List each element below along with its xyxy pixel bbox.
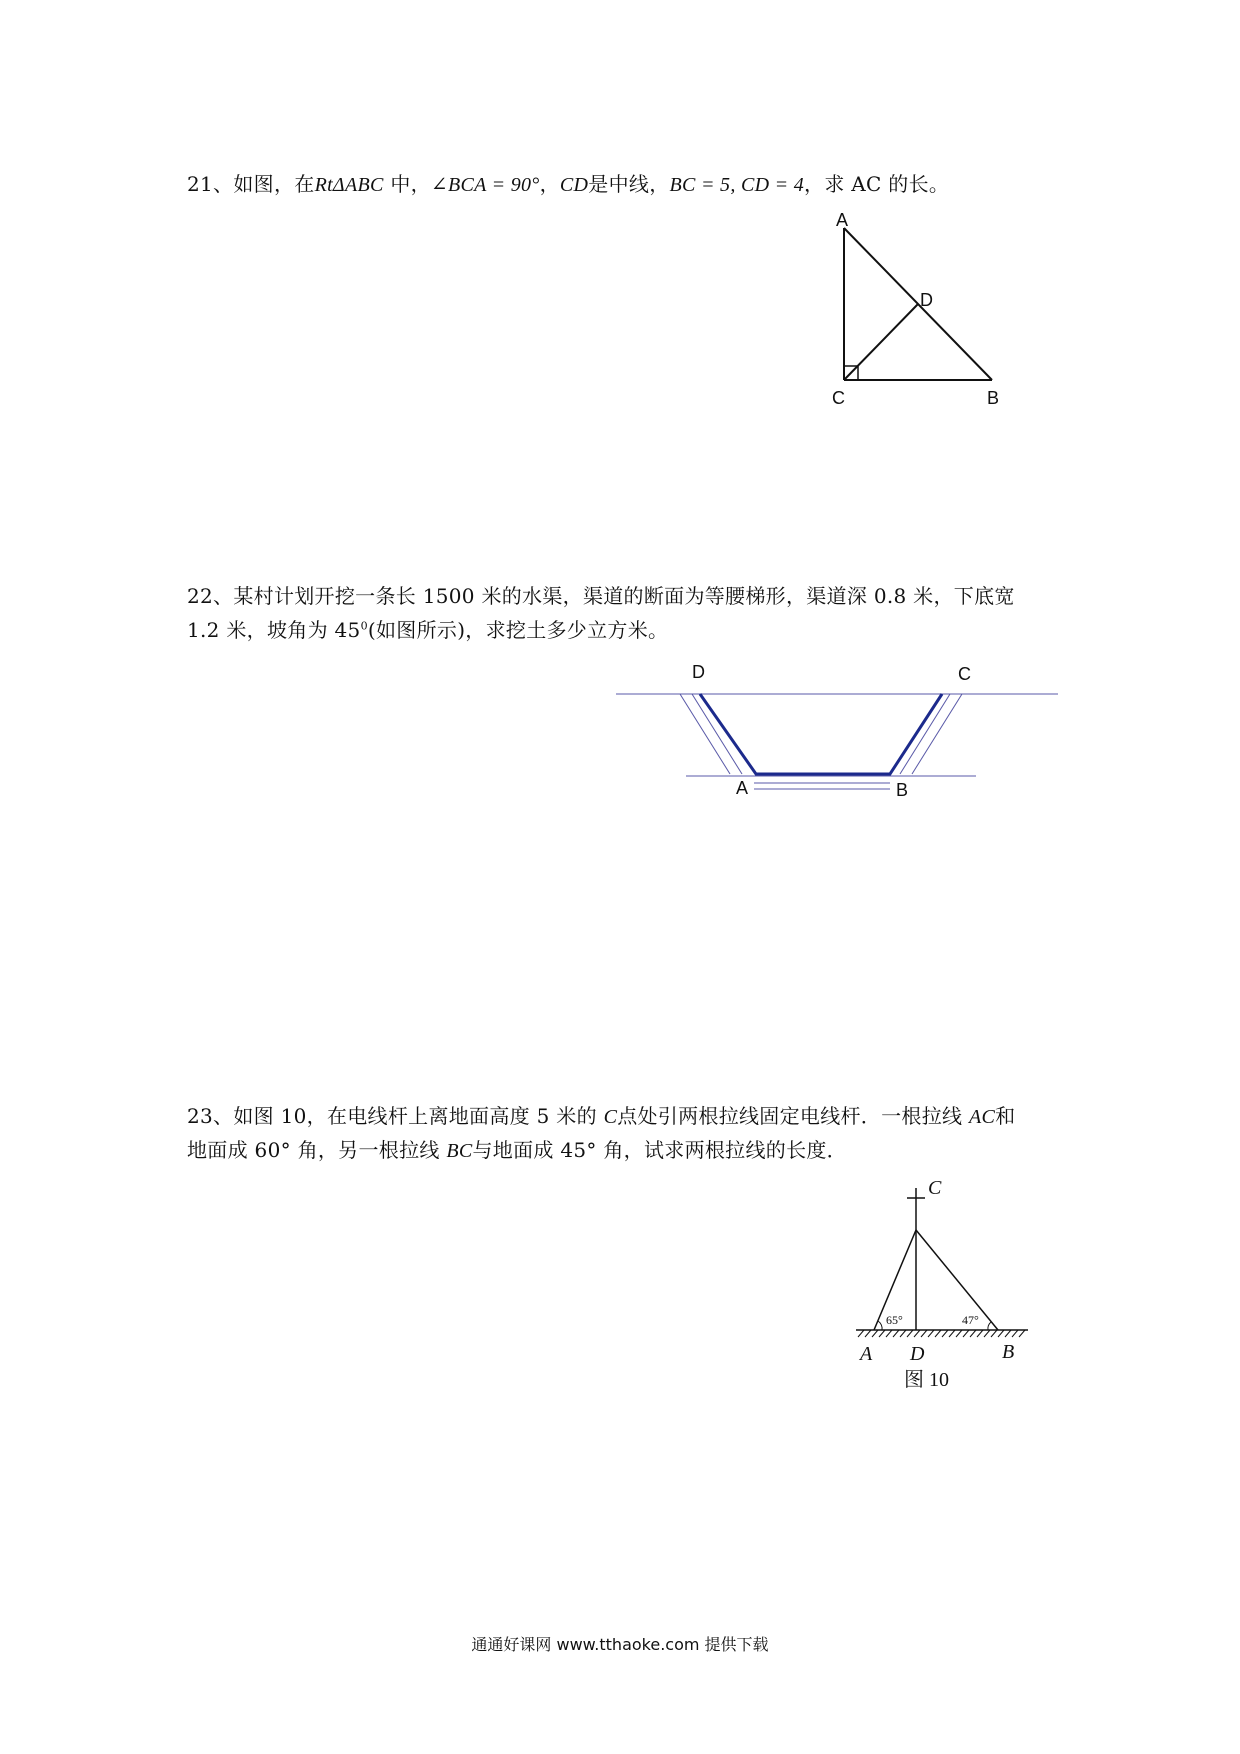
q23-label-a: A [860, 1343, 873, 1365]
q22-line-2 [187, 614, 668, 643]
q21-label-c: C [832, 388, 845, 408]
q23-text-2: 点处引两根拉线固定电线杆．一根拉线 [617, 1104, 969, 1128]
q23-bc: BC [446, 1140, 473, 1162]
q23-line-1 [187, 1100, 1015, 1129]
q21-text-2: ， [539, 172, 560, 196]
q21-given: BC = 5, CD = 4 [669, 174, 805, 196]
q22-line-2a: 1.2 米，坡角为 45 [187, 618, 361, 642]
q21-text-4: ，求 AC 的长。 [804, 172, 950, 196]
q22-label-a: A [736, 778, 749, 798]
q22-right-bank-1 [900, 694, 950, 774]
q21-median-cd [844, 304, 918, 380]
q22-figure [616, 660, 1076, 820]
q22-left-bank-2 [692, 694, 742, 774]
q22-line-1: 22、某村计划开挖一条长 1500 米的水渠，渠道的断面为等腰梯形，渠道深 0.8 米，下底宽 [187, 584, 1015, 608]
q23-text-3: 和 [995, 1104, 1016, 1128]
q23-label-c: C [928, 1177, 942, 1199]
q21-text-3: 是中线， [588, 172, 670, 196]
q21-prefix: 21、如图，在 [187, 172, 315, 196]
q21-label-a: A [836, 210, 849, 230]
q23-angle-a: 65° [886, 1313, 903, 1327]
q23-wire-bc [916, 1230, 998, 1330]
q23-figure [846, 1177, 1046, 1400]
page-footer: 通通好课网 www.tthaoke.com 提供下载 [471, 1635, 769, 1654]
q21-label-b: B [987, 388, 1000, 408]
q23-angle-b: 47° [962, 1313, 979, 1327]
q22-right-bank-2 [912, 694, 962, 774]
q22-label-b: B [896, 780, 909, 800]
q21-text [187, 168, 949, 197]
q21-triangle-name: RtΔABC [314, 174, 384, 196]
q21-label-d: D [920, 290, 933, 310]
q21-cd: CD [559, 174, 589, 196]
q21-text-1: 中， [383, 172, 431, 196]
q23-text-1: 23、如图 10，在电线杆上离地面高度 5 米的 [187, 1104, 604, 1128]
q22-degree-sup: 0 [360, 619, 368, 633]
q23-angle-arc-b [988, 1322, 991, 1330]
q23-angle-arc-a [878, 1321, 882, 1330]
q23-label-b: B [1002, 1341, 1015, 1363]
q22-line-2b: (如图所示)，求挖土多少立方米。 [367, 618, 669, 642]
q22-label-c: C [958, 664, 971, 684]
q21-angle: ∠BCA = 90° [430, 174, 540, 196]
q21-figure [820, 210, 1020, 410]
q23-line-2 [187, 1134, 847, 1163]
q23-ac: AC [968, 1106, 996, 1128]
q23-ground-hatching [858, 1330, 1025, 1337]
q22-label-d: D [692, 662, 705, 682]
q23-point-c: C [603, 1106, 618, 1128]
q23-text-4: 地面成 60° 角，另一根拉线 [187, 1138, 447, 1162]
q22-left-bank-1 [680, 694, 730, 774]
q23-text-5: 与地面成 45° 角，试求两根拉线的长度． [472, 1138, 847, 1162]
q22-trapezoid [700, 694, 942, 774]
q23-label-d: D [910, 1343, 925, 1365]
q23-caption: 图 10 [904, 1369, 949, 1391]
